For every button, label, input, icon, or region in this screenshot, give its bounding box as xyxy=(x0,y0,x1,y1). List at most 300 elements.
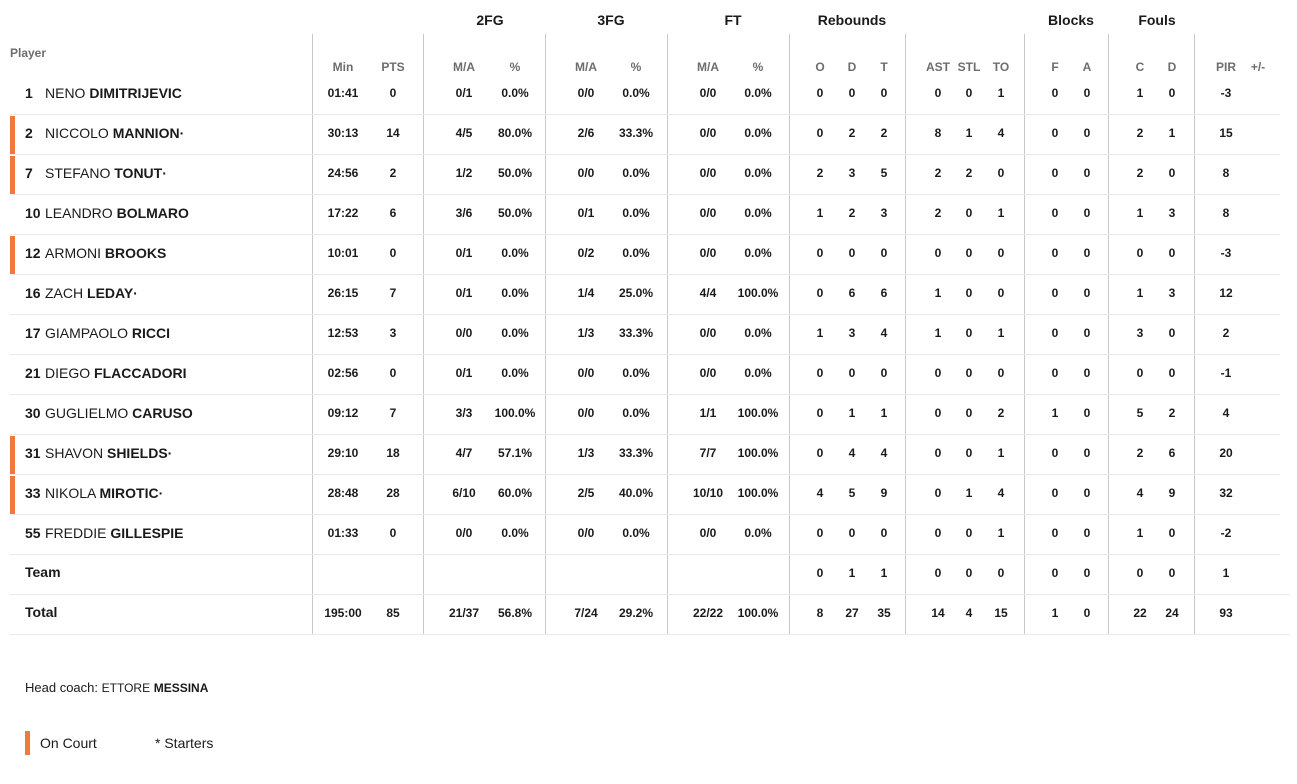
stat-3fg-ma: 1/3 xyxy=(577,446,595,460)
row-separator xyxy=(10,314,1280,315)
stat-pts: 7 xyxy=(389,406,397,420)
stat-reb-t: 6 xyxy=(880,286,888,300)
head-coach-last-name: MESSINA xyxy=(153,681,209,695)
column-header-min: Min xyxy=(332,60,354,74)
stat-3fg-ma: 1/4 xyxy=(577,286,595,300)
column-header-reb-o: O xyxy=(815,60,825,74)
stat-min: 29:10 xyxy=(327,446,359,460)
stat-pts: 0 xyxy=(389,526,397,540)
stat-stl: 0 xyxy=(965,406,973,420)
stat-blk-f: 0 xyxy=(1051,126,1059,140)
stat-to: 0 xyxy=(997,566,1005,580)
stat-reb-d: 0 xyxy=(848,366,856,380)
player-number: 7 xyxy=(25,165,33,181)
legend-on-court-marker xyxy=(25,731,30,755)
stat-pts: 0 xyxy=(389,86,397,100)
stat-min: 12:53 xyxy=(327,326,359,340)
stat-foul-d: 0 xyxy=(1168,566,1176,580)
stat-pir: 1 xyxy=(1222,566,1230,580)
player-first-name: ZACH xyxy=(45,285,84,301)
column-header-3fg-ma: M/A xyxy=(575,60,597,74)
stat-foul-c: 0 xyxy=(1136,566,1144,580)
player-last-name: BROOKS xyxy=(104,245,167,261)
stat-stl: 0 xyxy=(965,566,973,580)
stat-reb-t: 2 xyxy=(880,126,888,140)
stat-3fg-ma: 2/5 xyxy=(577,486,595,500)
player-last-name: RICCI xyxy=(131,325,170,341)
stat-blk-a: 0 xyxy=(1083,526,1091,540)
stat-2fg-ma: 6/10 xyxy=(452,486,476,500)
stat-3fg-ma: 0/0 xyxy=(577,166,595,180)
stat-pir: -1 xyxy=(1220,366,1232,380)
stat-2fg-ma: 0/0 xyxy=(455,526,473,540)
stat-to: 0 xyxy=(997,366,1005,380)
total-row-label: Total xyxy=(25,604,58,620)
stat-3fg-ma: 2/6 xyxy=(577,126,595,140)
column-header-stl: STL xyxy=(957,60,981,74)
stat-foul-c: 1 xyxy=(1136,86,1144,100)
stat-ast: 2 xyxy=(934,206,942,220)
stat-ft-ma: 7/7 xyxy=(699,446,717,460)
stat-2fg-pct: 80.0% xyxy=(497,126,533,140)
stat-foul-d: 9 xyxy=(1168,486,1176,500)
stat-ft-ma: 0/0 xyxy=(699,166,717,180)
stat-3fg-ma: 0/2 xyxy=(577,246,595,260)
stat-blk-f: 0 xyxy=(1051,286,1059,300)
column-header-reb-d: D xyxy=(847,60,857,74)
row-separator xyxy=(10,394,1280,395)
stat-reb-d: 0 xyxy=(848,246,856,260)
stat-foul-d: 24 xyxy=(1165,606,1179,620)
stat-ft-pct: 0.0% xyxy=(744,206,772,220)
stat-ft-ma: 0/0 xyxy=(699,86,717,100)
stat-blk-a: 0 xyxy=(1083,206,1091,220)
player-name[interactable] xyxy=(45,365,187,381)
stat-ft-pct: 0.0% xyxy=(744,366,772,380)
stat-to: 0 xyxy=(997,166,1005,180)
stat-foul-d: 2 xyxy=(1168,406,1176,420)
player-name[interactable] xyxy=(45,525,183,541)
player-last-name: DIMITRIJEVIC xyxy=(89,85,182,101)
stat-ft-ma: 10/10 xyxy=(692,486,724,500)
stat-pir: 12 xyxy=(1219,286,1233,300)
head-coach-first-name: ETTORE xyxy=(101,681,151,695)
stat-pts: 0 xyxy=(389,246,397,260)
stat-blk-f: 0 xyxy=(1051,246,1059,260)
player-last-name: GILLESPIE xyxy=(110,525,184,541)
stat-stl: 4 xyxy=(965,606,973,620)
player-number: 12 xyxy=(25,245,41,261)
player-number: 33 xyxy=(25,485,41,501)
stat-ft-ma: 1/1 xyxy=(699,406,717,420)
stat-to: 1 xyxy=(997,526,1005,540)
stat-2fg-pct: 0.0% xyxy=(501,326,529,340)
player-name[interactable] xyxy=(45,205,189,221)
column-header-ast: AST xyxy=(926,60,950,74)
stat-to: 2 xyxy=(997,406,1005,420)
stat-3fg-pct: 33.3% xyxy=(618,126,654,140)
stat-3fg-ma: 0/0 xyxy=(577,526,595,540)
column-header-to: TO xyxy=(992,60,1010,74)
player-last-name: MIROTIC· xyxy=(99,485,164,501)
stat-3fg-ma: 0/0 xyxy=(577,406,595,420)
stat-3fg-pct: 40.0% xyxy=(618,486,654,500)
stat-blk-f: 0 xyxy=(1051,446,1059,460)
player-last-name: TONUT· xyxy=(114,165,167,181)
player-last-name: SHIELDS· xyxy=(106,445,173,461)
stat-pir: 2 xyxy=(1222,326,1230,340)
stat-3fg-pct: 25.0% xyxy=(618,286,654,300)
stat-2fg-ma: 3/3 xyxy=(455,406,473,420)
stat-foul-d: 0 xyxy=(1168,166,1176,180)
stat-2fg-pct: 0.0% xyxy=(501,526,529,540)
player-first-name: GUGLIELMO xyxy=(45,405,129,421)
stat-3fg-ma: 0/0 xyxy=(577,366,595,380)
stat-ft-ma: 0/0 xyxy=(699,246,717,260)
stat-blk-a: 0 xyxy=(1083,366,1091,380)
stat-min: 01:33 xyxy=(327,526,359,540)
player-name[interactable] xyxy=(45,485,163,501)
on-court-marker xyxy=(10,156,15,194)
stat-ft-ma: 0/0 xyxy=(699,206,717,220)
stat-reb-d: 1 xyxy=(848,406,856,420)
stat-3fg-ma: 0/0 xyxy=(577,86,595,100)
stat-2fg-pct: 50.0% xyxy=(497,206,533,220)
stat-reb-o: 8 xyxy=(816,606,824,620)
player-first-name: GIAMPAOLO xyxy=(45,325,128,341)
stat-to: 15 xyxy=(994,606,1008,620)
stat-stl: 0 xyxy=(965,446,973,460)
stat-blk-f: 0 xyxy=(1051,86,1059,100)
stat-ast: 8 xyxy=(934,126,942,140)
stat-ast: 0 xyxy=(934,566,942,580)
stat-pts: 18 xyxy=(386,446,400,460)
stat-reb-t: 9 xyxy=(880,486,888,500)
stat-ast: 0 xyxy=(934,246,942,260)
stat-min: 17:22 xyxy=(327,206,359,220)
stat-blk-f: 0 xyxy=(1051,526,1059,540)
on-court-marker xyxy=(10,436,15,474)
stat-min: 01:41 xyxy=(327,86,359,100)
stat-foul-c: 3 xyxy=(1136,326,1144,340)
stat-pts: 7 xyxy=(389,286,397,300)
stat-stl: 0 xyxy=(965,86,973,100)
stat-pir: 8 xyxy=(1222,166,1230,180)
stat-pts: 85 xyxy=(386,606,400,620)
stat-ast: 1 xyxy=(934,286,942,300)
stat-2fg-ma: 4/5 xyxy=(455,126,473,140)
player-name[interactable] xyxy=(45,405,193,421)
stat-2fg-pct: 60.0% xyxy=(497,486,533,500)
stat-reb-t: 4 xyxy=(880,446,888,460)
stat-foul-d: 3 xyxy=(1168,206,1176,220)
stat-2fg-pct: 0.0% xyxy=(501,366,529,380)
stat-to: 1 xyxy=(997,326,1005,340)
stat-3fg-pct: 0.0% xyxy=(622,166,650,180)
stat-3fg-pct: 29.2% xyxy=(618,606,654,620)
column-header-3fg-pct: % xyxy=(630,60,642,74)
player-first-name: FREDDIE xyxy=(45,525,107,541)
player-number: 16 xyxy=(25,285,41,301)
stat-foul-c: 0 xyxy=(1136,246,1144,260)
player-first-name: NENO xyxy=(45,85,86,101)
stat-min: 10:01 xyxy=(327,246,359,260)
stat-min: 02:56 xyxy=(327,366,359,380)
stat-foul-d: 3 xyxy=(1168,286,1176,300)
player-last-name: FLACCADORI xyxy=(94,365,187,381)
stat-2fg-ma: 0/1 xyxy=(455,366,473,380)
stat-2fg-ma: 0/1 xyxy=(455,246,473,260)
stat-to: 1 xyxy=(997,206,1005,220)
stat-2fg-pct: 57.1% xyxy=(497,446,533,460)
stat-blk-f: 1 xyxy=(1051,606,1059,620)
stat-2fg-pct: 0.0% xyxy=(501,246,529,260)
stat-ast: 0 xyxy=(934,526,942,540)
stat-pir: 4 xyxy=(1222,406,1230,420)
legend-starters: * Starters xyxy=(155,735,214,751)
stat-ft-ma: 0/0 xyxy=(699,126,717,140)
player-number: 17 xyxy=(25,325,41,341)
stat-pir: 20 xyxy=(1219,446,1233,460)
column-divider xyxy=(545,34,546,634)
stat-2fg-ma: 0/0 xyxy=(455,326,473,340)
stat-reb-o: 2 xyxy=(816,166,824,180)
stat-stl: 2 xyxy=(965,166,973,180)
stat-ast: 14 xyxy=(931,606,945,620)
player-last-name: LEDAY· xyxy=(87,285,138,301)
stat-ast: 0 xyxy=(934,406,942,420)
stat-reb-d: 2 xyxy=(848,126,856,140)
stat-pir: 8 xyxy=(1222,206,1230,220)
stat-ast: 0 xyxy=(934,86,942,100)
stat-min: 28:48 xyxy=(327,486,359,500)
stat-reb-t: 1 xyxy=(880,406,888,420)
stat-ft-ma: 4/4 xyxy=(699,286,717,300)
column-header-foul-d: D xyxy=(1167,60,1177,74)
stat-3fg-pct: 0.0% xyxy=(622,406,650,420)
player-name[interactable] xyxy=(45,165,167,181)
stat-3fg-pct: 33.3% xyxy=(618,446,654,460)
stat-3fg-pct: 0.0% xyxy=(622,206,650,220)
stat-reb-o: 0 xyxy=(816,86,824,100)
player-first-name: NIKOLA xyxy=(45,485,96,501)
stat-to: 1 xyxy=(997,446,1005,460)
group-header-ft: FT xyxy=(724,12,742,28)
stat-reb-o: 0 xyxy=(816,566,824,580)
stat-blk-f: 1 xyxy=(1051,406,1059,420)
stat-pts: 14 xyxy=(386,126,400,140)
stat-pir: -2 xyxy=(1220,526,1232,540)
stat-reb-o: 0 xyxy=(816,366,824,380)
stat-foul-d: 0 xyxy=(1168,86,1176,100)
stat-reb-o: 0 xyxy=(816,526,824,540)
stat-2fg-pct: 100.0% xyxy=(494,406,536,420)
column-header-plus-minus: +/- xyxy=(1250,60,1266,74)
player-name[interactable] xyxy=(45,125,184,141)
player-first-name: NICCOLO xyxy=(45,125,109,141)
stat-reb-t: 0 xyxy=(880,366,888,380)
stat-to: 4 xyxy=(997,126,1005,140)
stat-reb-o: 0 xyxy=(816,246,824,260)
stat-stl: 1 xyxy=(965,126,973,140)
stat-reb-d: 2 xyxy=(848,206,856,220)
stat-stl: 0 xyxy=(965,366,973,380)
stat-reb-d: 1 xyxy=(848,566,856,580)
stat-pts: 0 xyxy=(389,366,397,380)
stat-blk-a: 0 xyxy=(1083,166,1091,180)
row-separator xyxy=(10,554,1280,555)
stat-reb-o: 0 xyxy=(816,286,824,300)
stat-reb-d: 0 xyxy=(848,526,856,540)
stat-pir: 93 xyxy=(1219,606,1233,620)
stat-foul-c: 2 xyxy=(1136,446,1144,460)
stat-to: 1 xyxy=(997,86,1005,100)
group-header-2fg: 2FG xyxy=(476,12,504,28)
stat-ft-pct: 0.0% xyxy=(744,86,772,100)
column-header-reb-t: T xyxy=(880,60,888,74)
stat-stl: 0 xyxy=(965,286,973,300)
column-divider xyxy=(667,34,668,634)
stat-2fg-pct: 50.0% xyxy=(497,166,533,180)
stat-pts: 3 xyxy=(389,326,397,340)
on-court-marker xyxy=(10,476,15,514)
player-name[interactable] xyxy=(45,325,170,341)
stat-reb-d: 3 xyxy=(848,326,856,340)
player-name[interactable] xyxy=(45,85,182,101)
player-number: 2 xyxy=(25,125,33,141)
stat-pir: 32 xyxy=(1219,486,1233,500)
team-row-label: Team xyxy=(25,564,61,580)
stat-foul-d: 1 xyxy=(1168,126,1176,140)
stat-pts: 28 xyxy=(386,486,400,500)
stat-stl: 0 xyxy=(965,246,973,260)
player-name[interactable] xyxy=(45,245,166,261)
column-header-ft-ma: M/A xyxy=(697,60,719,74)
stat-min: 24:56 xyxy=(327,166,359,180)
stat-reb-d: 27 xyxy=(845,606,859,620)
stat-3fg-pct: 0.0% xyxy=(622,246,650,260)
stat-stl: 0 xyxy=(965,206,973,220)
player-number: 21 xyxy=(25,365,41,381)
stat-2fg-ma: 1/2 xyxy=(455,166,473,180)
stat-ast: 2 xyxy=(934,166,942,180)
stat-blk-f: 0 xyxy=(1051,326,1059,340)
stat-stl: 1 xyxy=(965,486,973,500)
stat-ft-pct: 0.0% xyxy=(744,126,772,140)
stat-3fg-ma: 1/3 xyxy=(577,326,595,340)
on-court-marker xyxy=(10,116,15,154)
stat-foul-c: 4 xyxy=(1136,486,1144,500)
stat-min: 195:00 xyxy=(324,606,362,620)
stat-blk-a: 0 xyxy=(1083,446,1091,460)
stat-2fg-ma: 4/7 xyxy=(455,446,473,460)
column-header-2fg-ma: M/A xyxy=(453,60,475,74)
stat-2fg-ma: 0/1 xyxy=(455,86,473,100)
player-first-name: ARMONI xyxy=(45,245,101,261)
player-first-name: SHAVON xyxy=(45,445,104,461)
column-header-pts: PTS xyxy=(381,60,405,74)
group-header-fouls: Fouls xyxy=(1138,12,1176,28)
stat-3fg-pct: 0.0% xyxy=(622,86,650,100)
stat-reb-t: 0 xyxy=(880,526,888,540)
row-separator xyxy=(10,194,1280,195)
stat-3fg-pct: 0.0% xyxy=(622,366,650,380)
row-separator xyxy=(10,474,1280,475)
stat-2fg-pct: 0.0% xyxy=(501,86,529,100)
column-header-pir: PIR xyxy=(1215,60,1236,74)
stat-foul-c: 2 xyxy=(1136,126,1144,140)
row-separator xyxy=(10,514,1280,515)
stat-ft-ma: 22/22 xyxy=(692,606,724,620)
stat-min: 26:15 xyxy=(327,286,359,300)
row-separator xyxy=(10,154,1280,155)
row-separator xyxy=(10,234,1280,235)
stat-reb-o: 1 xyxy=(816,326,824,340)
stat-ft-pct: 100.0% xyxy=(737,606,779,620)
player-number: 30 xyxy=(25,405,41,421)
stat-min: 30:13 xyxy=(327,126,359,140)
stat-blk-a: 0 xyxy=(1083,286,1091,300)
player-last-name: MANNION· xyxy=(112,125,185,141)
stat-ft-pct: 100.0% xyxy=(737,406,779,420)
stat-blk-a: 0 xyxy=(1083,326,1091,340)
on-court-marker xyxy=(10,236,15,274)
row-separator xyxy=(10,274,1280,275)
column-header-foul-c: C xyxy=(1135,60,1145,74)
stat-2fg-ma: 0/1 xyxy=(455,286,473,300)
column-header-blk-f: F xyxy=(1051,60,1059,74)
stat-blk-f: 0 xyxy=(1051,366,1059,380)
group-header-blocks: Blocks xyxy=(1048,12,1094,28)
stat-ast: 0 xyxy=(934,486,942,500)
stat-reb-o: 0 xyxy=(816,446,824,460)
stat-blk-f: 0 xyxy=(1051,206,1059,220)
column-divider xyxy=(423,34,424,634)
head-coach-label: Head coach: xyxy=(25,680,98,695)
stat-reb-t: 4 xyxy=(880,326,888,340)
column-header-blk-a: A xyxy=(1082,60,1092,74)
player-number: 55 xyxy=(25,525,41,541)
stat-ft-pct: 100.0% xyxy=(737,486,779,500)
player-first-name: STEFANO xyxy=(45,165,111,181)
stat-pir: -3 xyxy=(1220,86,1232,100)
player-last-name: CARUSO xyxy=(132,405,193,421)
stat-blk-a: 0 xyxy=(1083,566,1091,580)
stat-blk-a: 0 xyxy=(1083,606,1091,620)
row-separator xyxy=(10,354,1280,355)
column-header-ft-pct: % xyxy=(752,60,764,74)
group-header-rebounds: Rebounds xyxy=(817,12,887,28)
stat-2fg-pct: 0.0% xyxy=(501,286,529,300)
player-name[interactable] xyxy=(45,285,138,301)
stat-foul-c: 1 xyxy=(1136,526,1144,540)
stat-reb-d: 5 xyxy=(848,486,856,500)
stat-blk-f: 0 xyxy=(1051,166,1059,180)
stat-pir: 15 xyxy=(1219,126,1233,140)
legend-on-court: On Court xyxy=(40,735,97,751)
stat-blk-a: 0 xyxy=(1083,486,1091,500)
stat-ast: 0 xyxy=(934,446,942,460)
stat-reb-t: 35 xyxy=(877,606,891,620)
player-first-name: DIEGO xyxy=(45,365,91,381)
player-name[interactable] xyxy=(45,445,172,461)
stat-foul-c: 1 xyxy=(1136,206,1144,220)
stat-foul-d: 0 xyxy=(1168,246,1176,260)
stat-blk-a: 0 xyxy=(1083,126,1091,140)
stat-ft-ma: 0/0 xyxy=(699,326,717,340)
stat-foul-c: 1 xyxy=(1136,286,1144,300)
stat-reb-d: 4 xyxy=(848,446,856,460)
